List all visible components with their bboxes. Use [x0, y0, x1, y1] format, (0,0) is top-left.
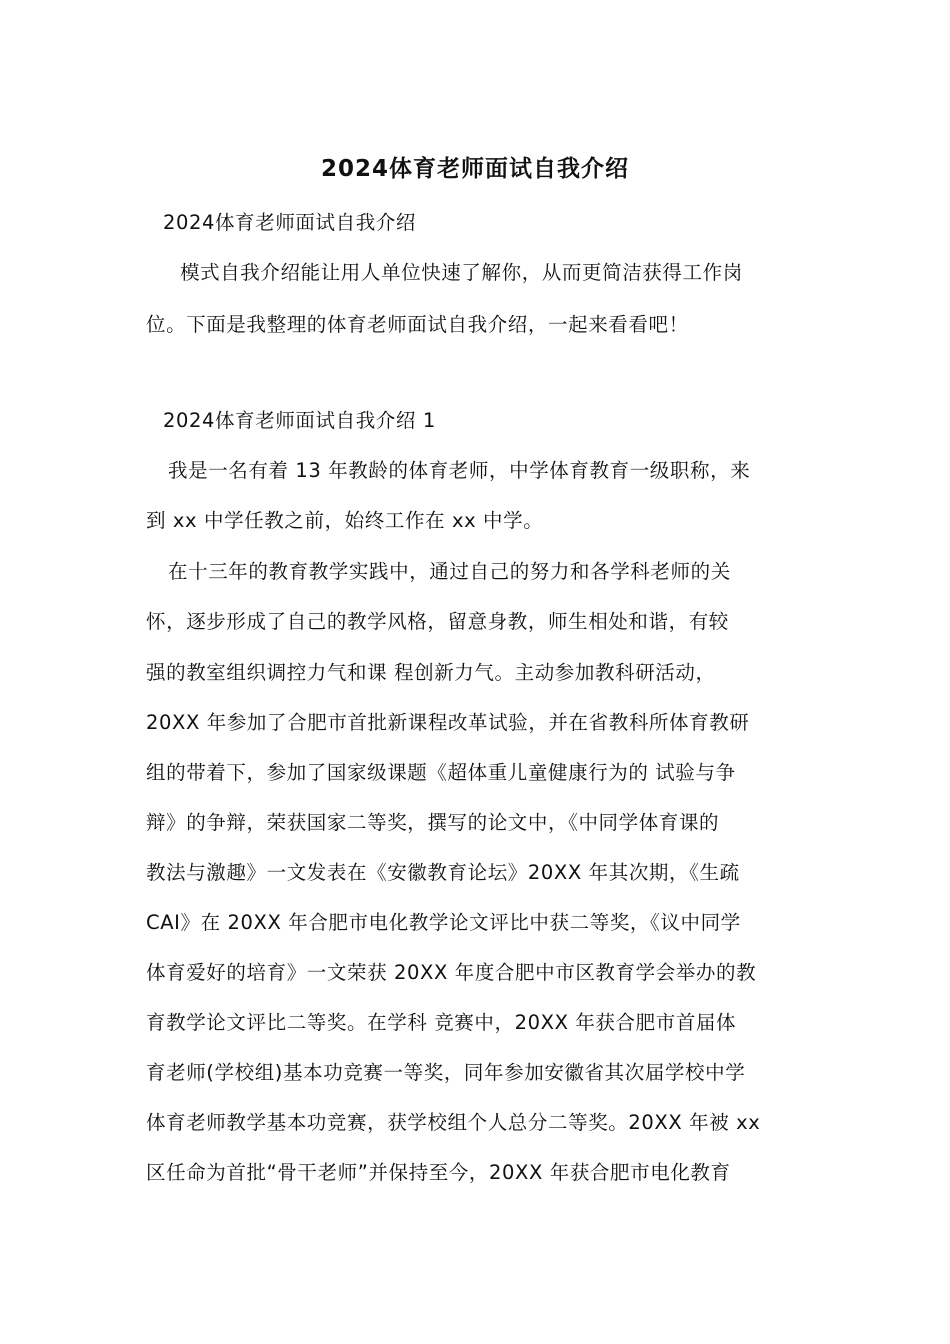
- paragraph2-line-11: 育老师(学校组)基本功竞赛一等奖，同年参加安徽省其次届学校中学: [146, 1061, 746, 1084]
- paragraph2-line-10: 育教学论文评比二等奖。在学科 竞赛中，20XX 年获合肥市首届体: [146, 1011, 737, 1034]
- paragraph2-line-8: CAI》在 20XX 年合肥市电化教学论文评比中获二等奖，《议中同学: [146, 911, 741, 934]
- paragraph2-line-7: 教法与激趣》一文发表在《安徽教育论坛》20XX 年其次期，《生疏: [146, 861, 740, 884]
- paragraph2-line-9: 体育爱好的培育》一文荣获 20XX 年度合肥中市区教育学会举办的教: [146, 961, 757, 984]
- document-title: 2024体育老师面试自我介绍: [320, 156, 629, 182]
- paragraph2-line-5: 组的带着下，参加了国家级课题《超体重儿童健康行为的 试验与争: [146, 761, 736, 784]
- paragraph2-line-13: 区任命为首批“骨干老师”并保持至今，20XX 年获合肥市电化教育: [146, 1161, 731, 1184]
- subtitle: 2024体育老师面试自我介绍: [163, 211, 417, 234]
- paragraph1-line-2: 到 xx 中学任教之前，始终工作在 xx 中学。: [146, 509, 544, 532]
- intro-line-2: 位。下面是我整理的体育老师面试自我介绍，一起来看看吧！: [146, 313, 689, 336]
- paragraph2-line-1: 在十三年的教育教学实践中，通过自己的努力和各学科老师的关: [168, 560, 731, 583]
- paragraph2-line-2: 怀，逐步形成了自己的教学风格，留意身教，师生相处和谐，有较: [146, 610, 729, 633]
- paragraph2-line-12: 体育老师教学基本功竞赛，获学校组个人总分二等奖。20XX 年被 xx: [146, 1111, 761, 1134]
- paragraph1-line-1: 我是一名有着 13 年教龄的体育老师，中学体育教育一级职称，来: [168, 459, 751, 482]
- intro-line-1: 模式自我介绍能让用人单位快速了解你，从而更简洁获得工作岗: [180, 261, 743, 284]
- paragraph2-line-4: 20XX 年参加了合肥市首批新课程改革试验，并在省教科所体育教研: [146, 711, 750, 734]
- paragraph2-line-3: 强的教室组织调控力气和课 程创新力气。主动参加教科研活动，: [146, 661, 716, 684]
- section-heading: 2024体育老师面试自我介绍 1: [163, 409, 436, 432]
- paragraph2-line-6: 辩》的争辩，荣获国家二等奖，撰写的论文中，《中同学体育课的: [146, 811, 720, 834]
